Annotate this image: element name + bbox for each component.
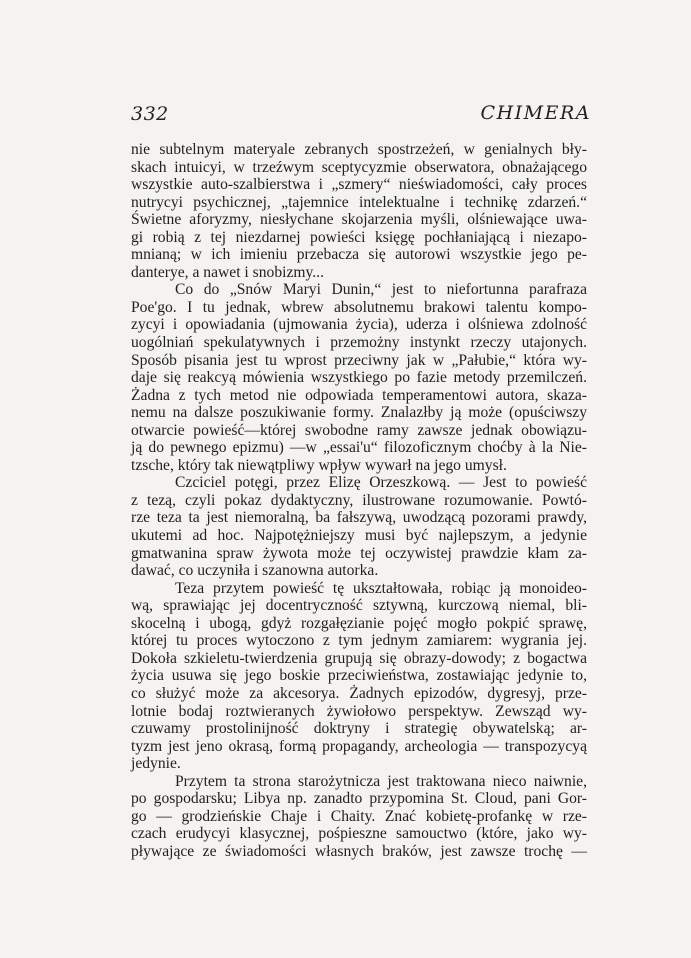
text-line: co służyć może za akcesorya. Żadnych epizodów, dygresyj, prze- — [131, 684, 587, 702]
text-line: danteryе, a nawet i snobizmy... — [131, 263, 324, 281]
page-number: 332 — [131, 103, 169, 125]
text-line: nemu na dalsze poszukiwanie formy. Znalazłby ją może (opuściwszy — [131, 404, 587, 422]
text-line: czach erudycyi klasycznej, pośpieszne samouctwo (które, jako wy- — [131, 825, 587, 843]
text-line: ukutemi ad hoc. Najpotężniejszy musi być najlepszym, a jedynie — [131, 527, 587, 545]
text-line: czuwamy prostolinijność doktryny i strategię obywatelską; ar- — [131, 720, 587, 738]
text-line: Przytem ta strona starożytnicza jest traktowana nieco naiwnie, — [175, 772, 587, 790]
text-line: daje się reakcyą mówienia wszystkiego po fazie metody przemilczeń. — [131, 369, 587, 387]
text-line: tyzm jest jeno okrasą, formą propagandy, archeologia — transpozycyą — [131, 737, 587, 755]
text-line: go — grodzieńskie Chaje i Chaity. Znać kobietę-profankę w rze- — [131, 807, 587, 825]
text-line: dawać, co uczyniła i szanowna autorka. — [131, 562, 379, 580]
text-line: otwarcie powieść—której swobodne ramy zawsze jednak obowiązu- — [131, 421, 587, 439]
journal-title: CHIMERA — [480, 102, 591, 124]
body-text — [131, 141, 587, 860]
text-line: skach intuicyi, w trzeźwym sceptycyzmie obserwatora, obnażającego — [131, 158, 587, 176]
text-line: Dokoła szkieletu-twierdzenia grupują się obrazy-dowody; z bogactwa — [131, 649, 587, 667]
text-line: życia usuwa się jego boskie przeciwieństwa, zostawiając jedynie to, — [131, 667, 587, 685]
text-line: Sposób pisania jest tu wprost przeciwny jak w „Pałubie,“ która wy- — [131, 351, 587, 369]
text-line: pływające ze świadomości własnych braków, jest zawsze trochę — — [131, 842, 587, 860]
text-line: nie subtelnym materyale zebranych spostrzeżeń, w genialnych bły- — [131, 141, 587, 158]
text-line: rze teza ta jest niemoralną, ba fałszywą, uwodzącą pozorami prawdy, — [131, 509, 587, 527]
text-line: z tezą, czyli pokaz dydaktyczny, ilustrowane rozumowanie. Powtó- — [131, 491, 587, 509]
running-header — [131, 101, 591, 131]
text-line: gi robią z tej niezdarnej powieści księgę pochłaniającą i niezapo- — [131, 228, 587, 246]
text-line: wszystkie auto-szalbierstwa i „szmery“ nieświadomości, cały proces — [131, 176, 587, 194]
text-line: uogólniań spekulatywnych i przemożny instynkt rzeczy utajonych. — [131, 334, 587, 352]
text-line: której tu proces wytoczono z tym jednym zamiarem: wygrania jej. — [131, 632, 587, 650]
text-line: Co do „Snów Maryi Dunin,“ jest to niefortunna parafraza — [175, 281, 587, 299]
text-line: Teza przytem powieść tę ukształtowała, robiąc ją monoideo- — [175, 579, 587, 597]
text-line: Poe'go. I tu jednak, wbrew absolutnemu brakowi talentu kompo- — [131, 298, 587, 316]
text-line: Świetne aforyzmy, niesłychane skojarzenia myśli, olśniewające uwa- — [131, 211, 587, 229]
text-line: gmatwanina spraw żywota może tej oczywistej prawdzie kłam za- — [131, 544, 587, 562]
text-line: zycyi i opowiadania (ujmowania życia), uderza i olśniewa zdolność — [131, 316, 587, 334]
text-line: Żadna z tych metod nie odpowiada temperamentowi autora, skaza- — [131, 386, 587, 404]
text-line: ją do pewnego epizmu) —w „essai'u“ filozoficznym choćby à la Nie- — [131, 439, 587, 457]
text-line: wą, sprawiając jej docentryczność sztywną, kurczową niemal, bli- — [131, 597, 587, 615]
text-line: mnianą; w ich imieniu przebacza się autorowi wszystkie jego pe- — [131, 246, 587, 264]
text-line: Czciciel potęgi, przez Elizę Orzeszkową. — Jest to powieść — [175, 474, 587, 492]
text-line: tzsche, który tak niewątpliwy wpływ wywarł na jego umysł. — [131, 456, 507, 474]
text-line: lotnie bodaj roztwieranych żywiołowo perspektyw. Zewsząd wy- — [131, 702, 587, 720]
text-line: nutrycyi psychicznej, „tajemnice intelektualne i technikę zdarzeń.“ — [131, 193, 587, 211]
text-line: po gospodarsku; Libya np. zanadto przypomina St. Cloud, pani Gor- — [131, 790, 587, 808]
text-line: jedynie. — [131, 755, 181, 773]
text-line: skocelną i ubogą, gdyż rozgałęzianie pojęć mogło pokpić sprawę, — [131, 614, 587, 632]
